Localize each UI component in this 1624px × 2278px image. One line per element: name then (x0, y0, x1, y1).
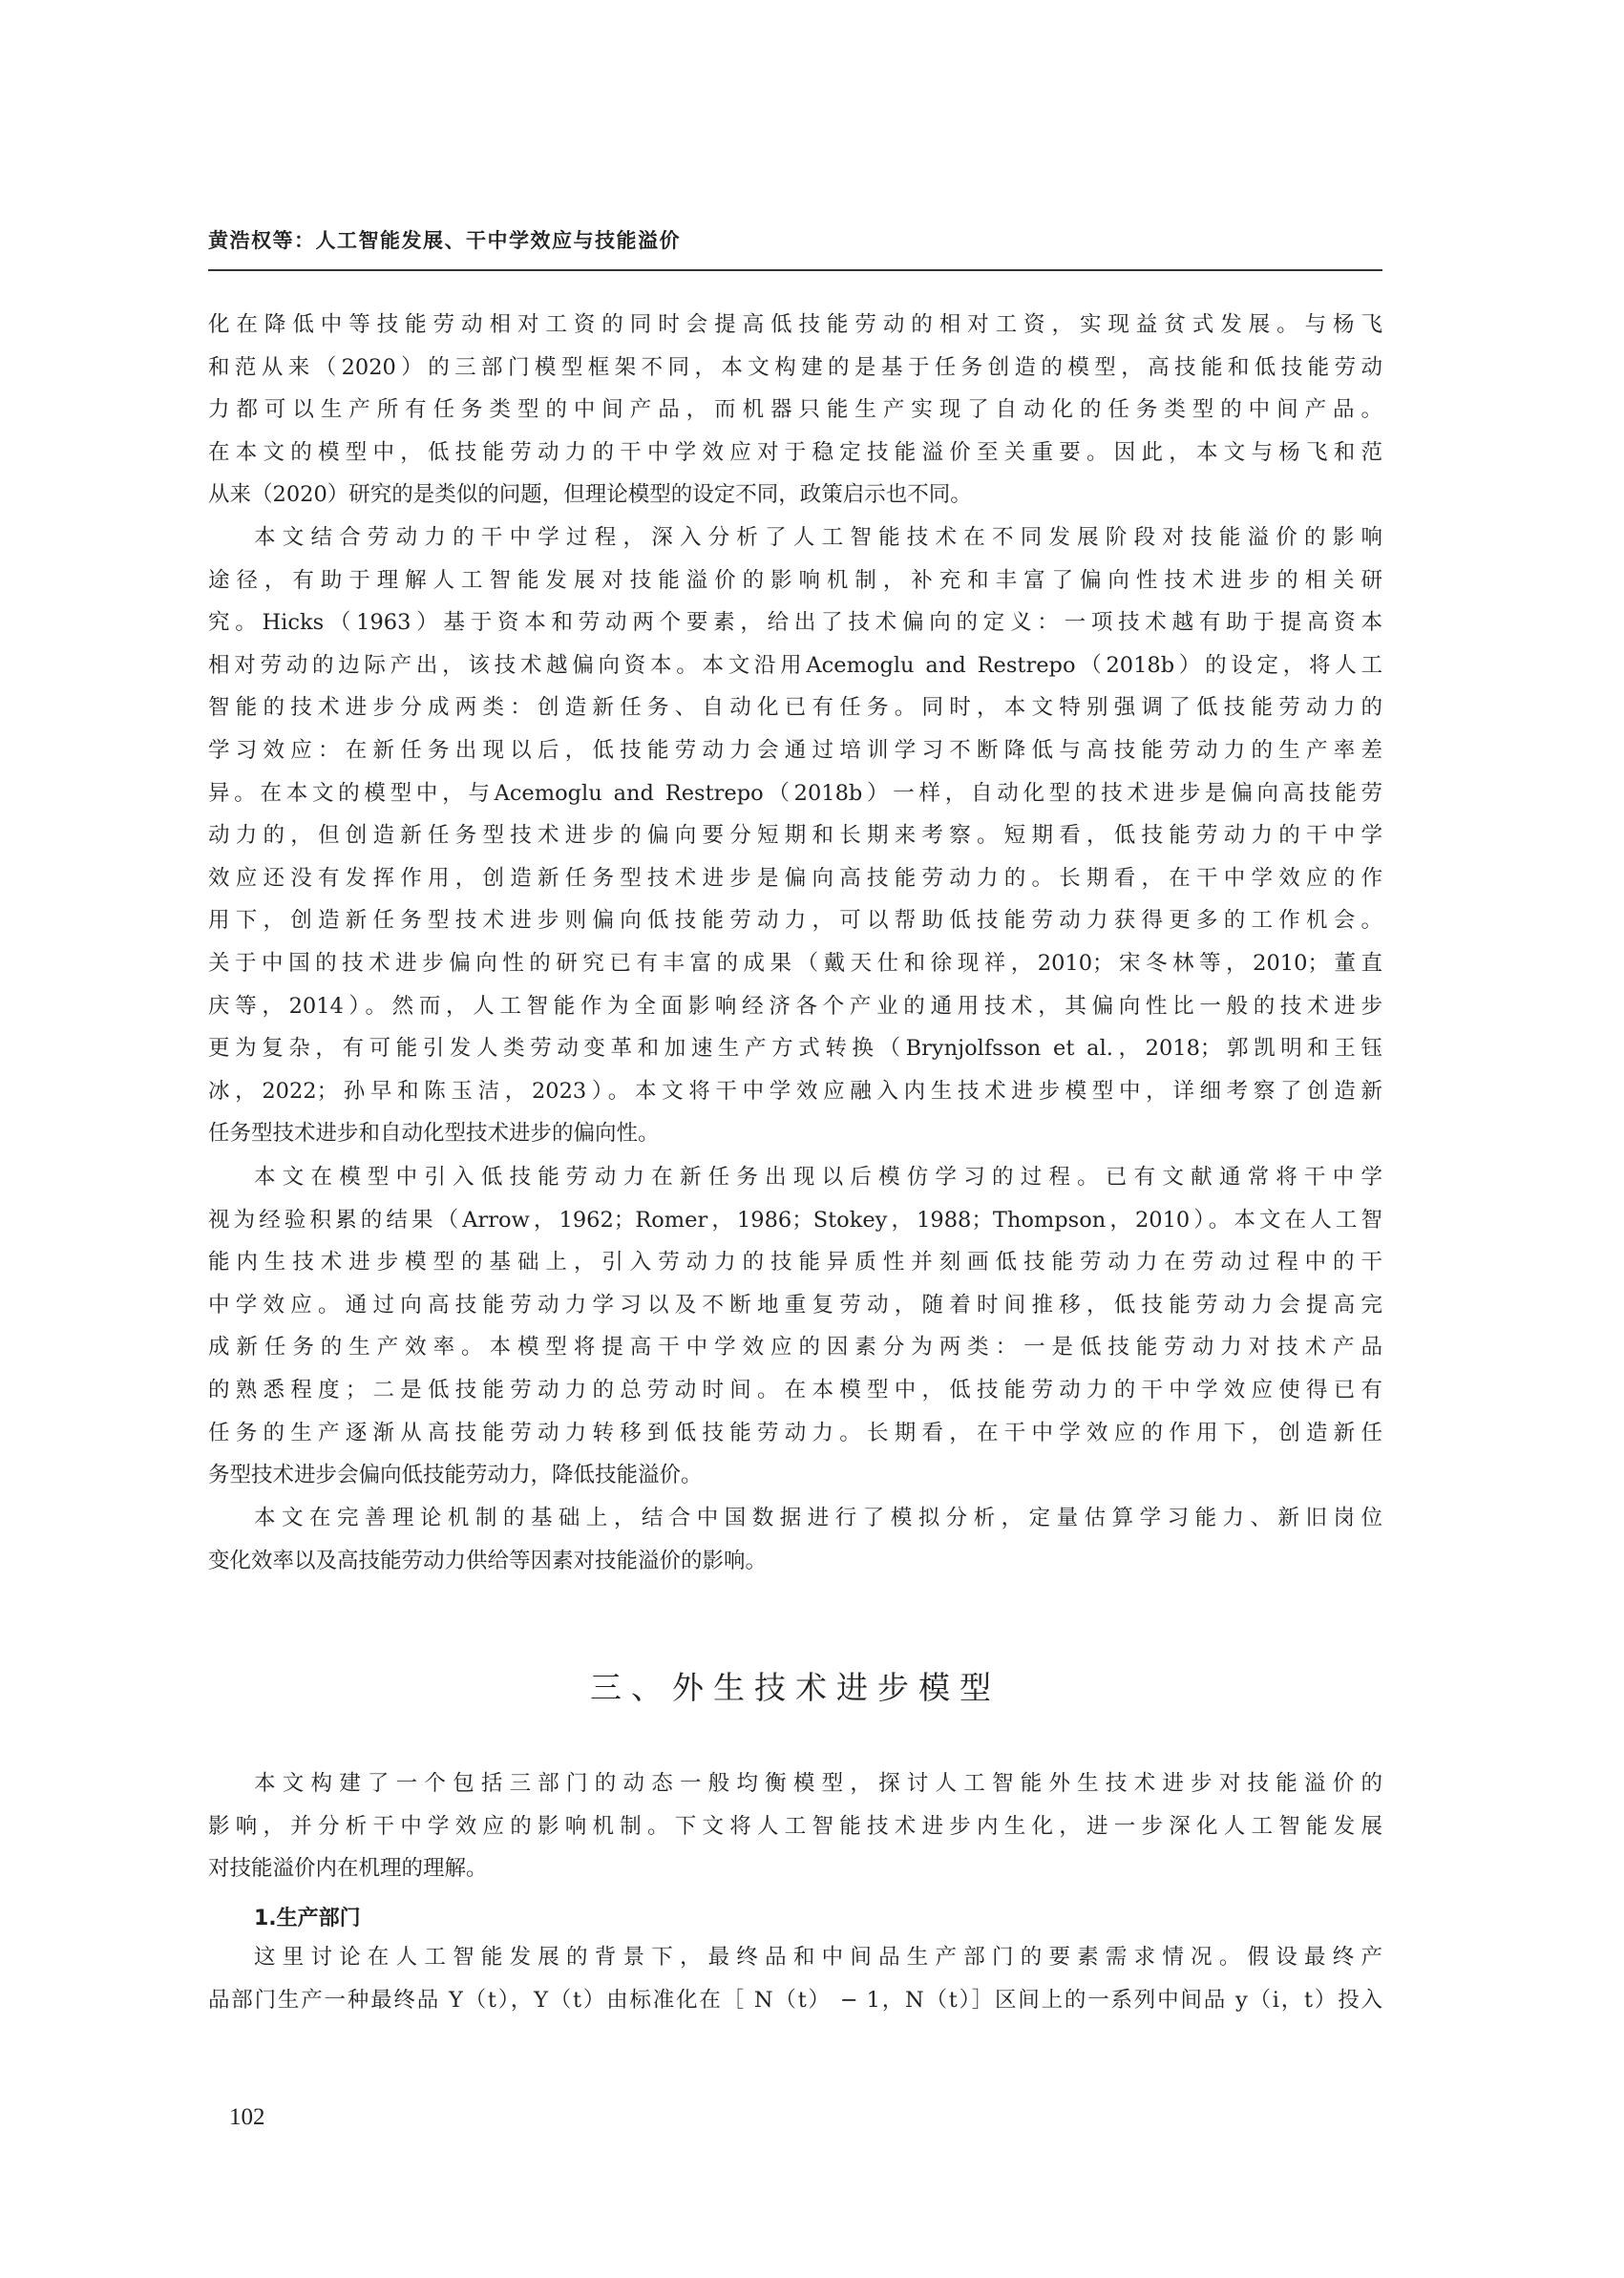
text-line: 异。在本文的模型中，与Acemoglu and Restrepo（2018b）一样，自动化型的技术进步是偏向高技能劳 (208, 780, 1382, 806)
text-line: 的熟悉程度；二是低技能劳动力的总劳动时间。在本模型中，低技能劳动力的干中学效应使得已有 (208, 1377, 1382, 1403)
subsection-heading: 1.生产部门 (254, 1907, 361, 1930)
text-line: 用下，创造新任务型技术进步则偏向低技能劳动力，可以帮助低技能劳动力获得更多的工作机会。 (208, 908, 1382, 934)
text-line: 相对劳动的边际产出，该技术越偏向资本。本文沿用Acemoglu and Restrepo（2018b）的设定，将人工 (208, 652, 1382, 678)
header-rule (208, 269, 1382, 271)
text-line: 本文构建了一个包括三部门的动态一般均衡模型，探讨人工智能外生技术进步对技能溢价的 (254, 1771, 1382, 1796)
body-paragraph-1 (208, 304, 1382, 517)
text-line: 更为复杂，有可能引发人类劳动变革和加速生产方式转换（Brynjolfsson et al.，2018；郭凯明和王钰 (208, 1036, 1382, 1062)
text-line: 智能的技术进步分成两类：创造新任务、自动化已有任务。同时，本文特别强调了低技能劳动力的 (208, 695, 1382, 721)
text-line: 途径，有助于理解人工智能发展对技能溢价的影响机制，补充和丰富了偏向性技术进步的相关研 (208, 567, 1382, 593)
text-line: 任务的生产逐渐从高技能劳动力转移到低技能劳动力。长期看，在干中学效应的作用下，创造新任 (208, 1420, 1382, 1445)
text-line: 影响，并分析干中学效应的影响机制。下文将人工智能技术进步内生化，进一步深化人工智能发展 (208, 1813, 1382, 1839)
text-line: 本文在完善理论机制的基础上，结合中国数据进行了模拟分析，定量估算学习能力、新旧岗位 (254, 1506, 1382, 1530)
text-line: 冰，2022；孙早和陈玉洁，2023）。本文将干中学效应融入内生技术进步模型中，详细考察了创造新 (208, 1078, 1382, 1104)
text-line: 这里讨论在人工智能发展的背景下，最终品和中间品生产部门的要素需求情况。假设最终产 (254, 1945, 1382, 1970)
text-line: 成新任务的生产效率。本模型将提高干中学效应的因素分为两类：一是低技能劳动力对技术产品 (208, 1335, 1382, 1360)
page-number: 102 (229, 2104, 265, 2130)
body-paragraph-3 (208, 1156, 1382, 1497)
text-line: 中学效应。通过向高技能劳动力学习以及不断地重复劳动，随着时间推移，低技能劳动力会提高完 (208, 1292, 1382, 1318)
text-line: 庆等，2014）。然而，人工智能作为全面影响经济各个产业的通用技术，其偏向性比一般的技术进步 (208, 993, 1382, 1019)
text-line: 变化效率以及高技能劳动力供给等因素对技能溢价的影响。 (208, 1548, 768, 1573)
text-line: 效应还没有发挥作用，创造新任务型技术进步是偏向高技能劳动力的。长期看，在干中学效应的作 (208, 865, 1382, 891)
text-line: 在本文的模型中，低技能劳动力的干中学效应对于稳定技能溢价至关重要。因此，本文与杨飞和范 (208, 439, 1382, 465)
text-line: 究。Hicks（1963）基于资本和劳动两个要素，给出了技术偏向的定义：一项技术越有助于提高资本 (208, 610, 1382, 636)
text-line: 本文在模型中引入低技能劳动力在新任务出现以后模仿学习的过程。已有文献通常将干中学 (254, 1165, 1382, 1190)
section-title: 三、外生技术进步模型 (590, 1669, 1001, 1706)
body-paragraph-2 (208, 517, 1382, 1155)
text-line: 品部门生产一种最终品 Y（t），Y（t）由标准化在［ N（t） − 1，N（t）］区间上的一系列中间品 y（i，t）投入 (208, 1987, 1382, 2013)
text-line: 力都可以生产所有任务类型的中间产品，而机器只能生产实现了自动化的任务类型的中间产品。 (208, 397, 1382, 423)
text-line: 学习效应：在新任务出现以后，低技能劳动力会通过培训学习不断降低与高技能劳动力的生产率差 (208, 737, 1382, 763)
text-line: 本文结合劳动力的干中学过程，深入分析了人工智能技术在不同发展阶段对技能溢价的影响 (254, 525, 1382, 550)
running-header: 黄浩权等：人工智能发展、干中学效应与技能溢价 (208, 229, 681, 252)
text-line: 关于中国的技术进步偏向性的研究已有丰富的成果（戴天仕和徐现祥，2010；宋冬林等，2010；董直 (208, 950, 1382, 976)
text-line: 任务型技术进步和自动化型技术进步的偏向性。 (208, 1121, 660, 1147)
text-line: 务型技术进步会偏向低技能劳动力，降低技能溢价。 (208, 1463, 703, 1488)
text-line: 和范从来（2020）的三部门模型框架不同，本文构建的是基于任务创造的模型，高技能和低技能劳动 (208, 354, 1382, 380)
body-paragraph-5 (208, 1762, 1382, 1890)
text-line: 视为经验积累的结果（Arrow，1962；Romer，1986；Stokey，1988；Thompson，2010）。本文在人工智 (208, 1207, 1382, 1233)
text-line: 动力的，但创造新任务型技术进步的偏向要分短期和长期来考察。短期看，低技能劳动力的干中学 (208, 823, 1382, 849)
text-line: 化在降低中等技能劳动相对工资的同时会提高低技能劳动的相对工资，实现益贫式发展。与杨飞 (208, 312, 1382, 337)
text-line: 对技能溢价内在机理的理解。 (208, 1856, 488, 1882)
text-line: 从来（2020）研究的是类似的问题，但理论模型的设定不同，政策启示也不同。 (208, 482, 972, 508)
text-line: 能内生技术进步模型的基础上，引入劳动力的技能异质性并刻画低技能劳动力在劳动过程中的干 (208, 1250, 1382, 1276)
body-paragraph-6 (208, 1936, 1382, 2021)
body-paragraph-4 (208, 1497, 1382, 1582)
